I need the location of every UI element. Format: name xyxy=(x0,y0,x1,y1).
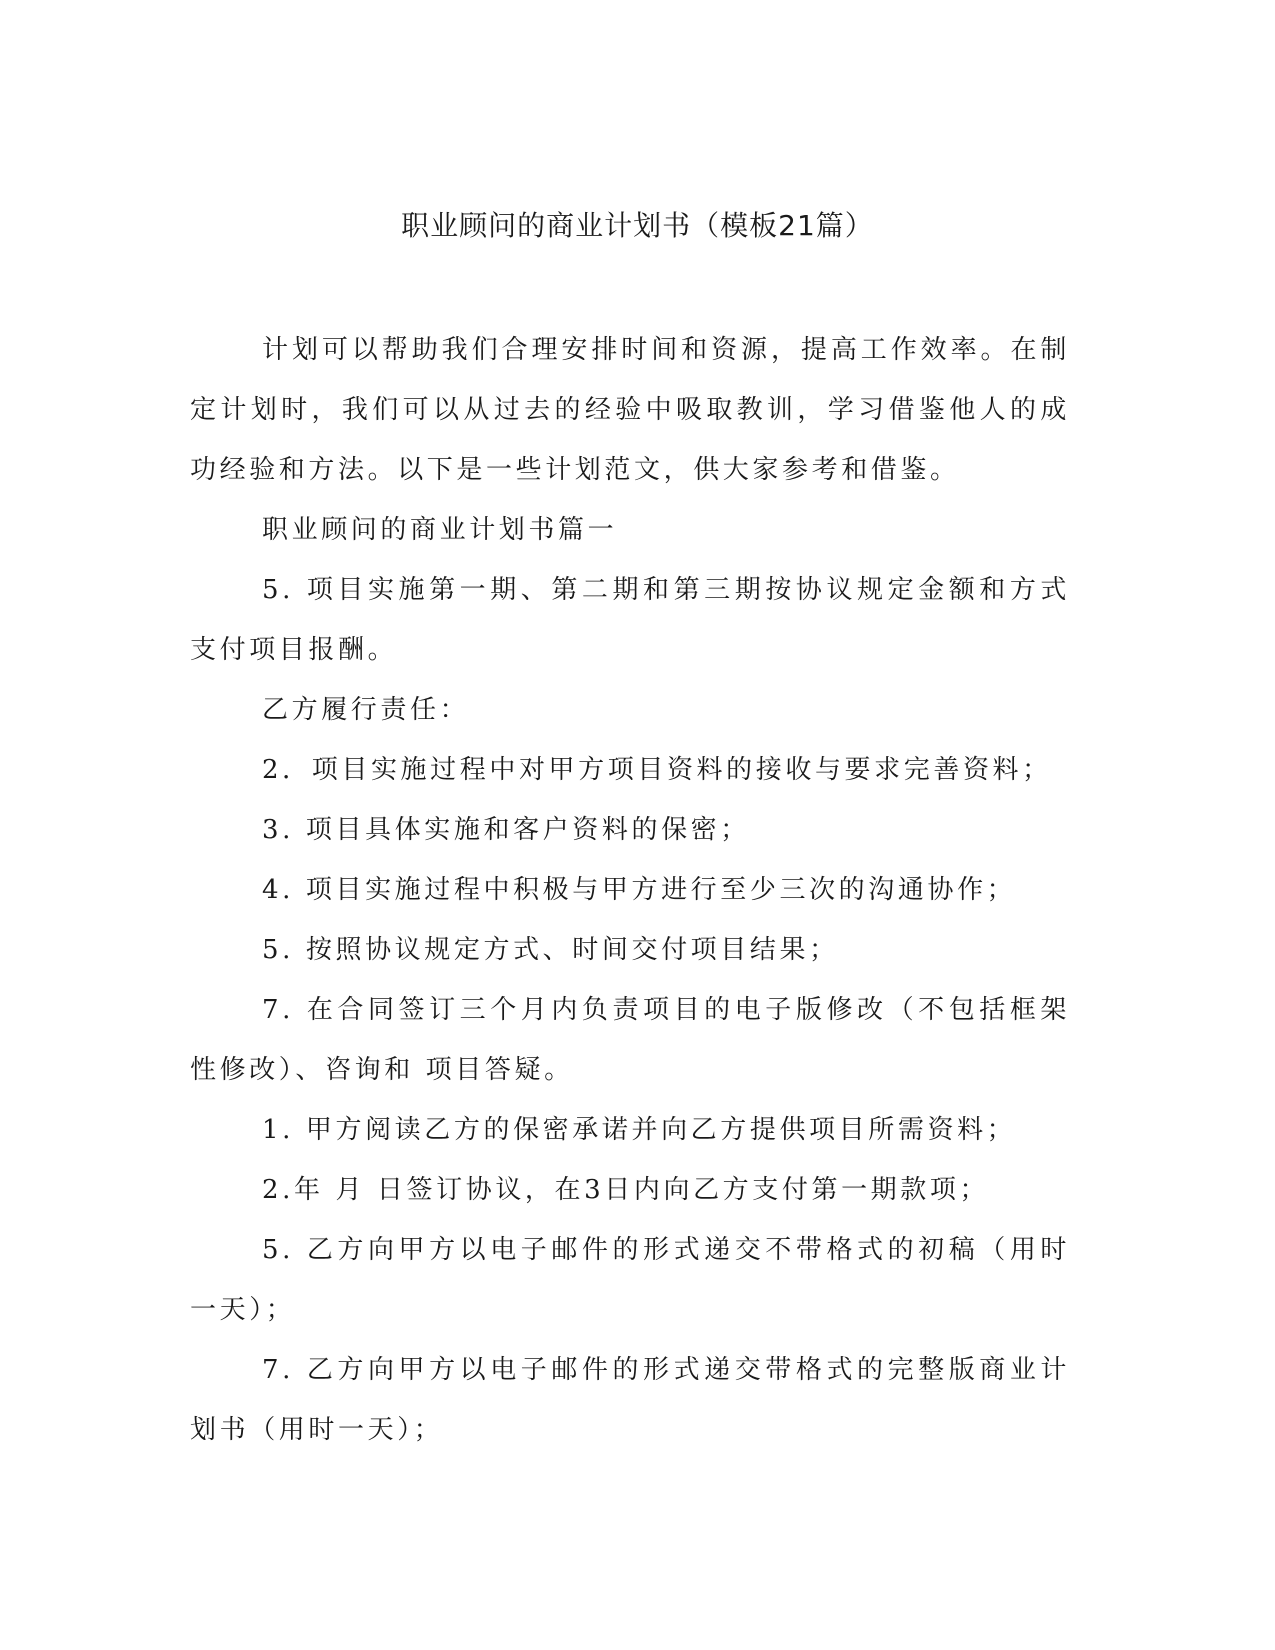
list-item: 4. 项目实施过程中积极与甲方进行至少三次的沟通协作； xyxy=(262,875,1017,905)
list-item: 7. 乙方向甲方以电子邮件的形式递交带格式的完整版商业计划书（用时一天）； xyxy=(190,1355,1070,1445)
paragraph: 乙方履行责任： xyxy=(262,695,470,725)
list-item: 2.年 月 日签订协议，在3日内向乙方支付第一期款项； xyxy=(262,1175,990,1205)
document-title: 职业顾问的商业计划书（模板21篇） xyxy=(401,209,874,242)
list-item: 3. 项目具体实施和客户资料的保密； xyxy=(262,815,750,845)
list-item: 7. 在合同签订三个月内负责项目的电子版修改（不包括框架性修改）、咨询和 项目答疑。 xyxy=(190,995,1070,1085)
list-item: 2．项目实施过程中对甲方项目资料的接收与要求完善资料； xyxy=(262,755,1052,785)
paragraph: 5. 项目实施第一期、第二期和第三期按协议规定金额和方式支付项目报酬。 xyxy=(190,575,1070,665)
list-item: 5. 按照协议规定方式、时间交付项目结果； xyxy=(262,935,839,965)
document-body xyxy=(190,320,1070,1460)
list-item: 1. 甲方阅读乙方的保密承诺并向乙方提供项目所需资料； xyxy=(262,1115,1017,1145)
section-heading: 职业顾问的商业计划书篇一 xyxy=(262,515,618,545)
intro-paragraph: 计划可以帮助我们合理安排时间和资源，提高工作效率。在制定计划时，我们可以从过去的经验中吸取教训，学习借鉴他人的成功经验和方法。以下是一些计划范文，供大家参考和借鉴。 xyxy=(190,335,1070,485)
list-item: 5. 乙方向甲方以电子邮件的形式递交不带格式的初稿（用时一天）； xyxy=(190,1235,1070,1325)
